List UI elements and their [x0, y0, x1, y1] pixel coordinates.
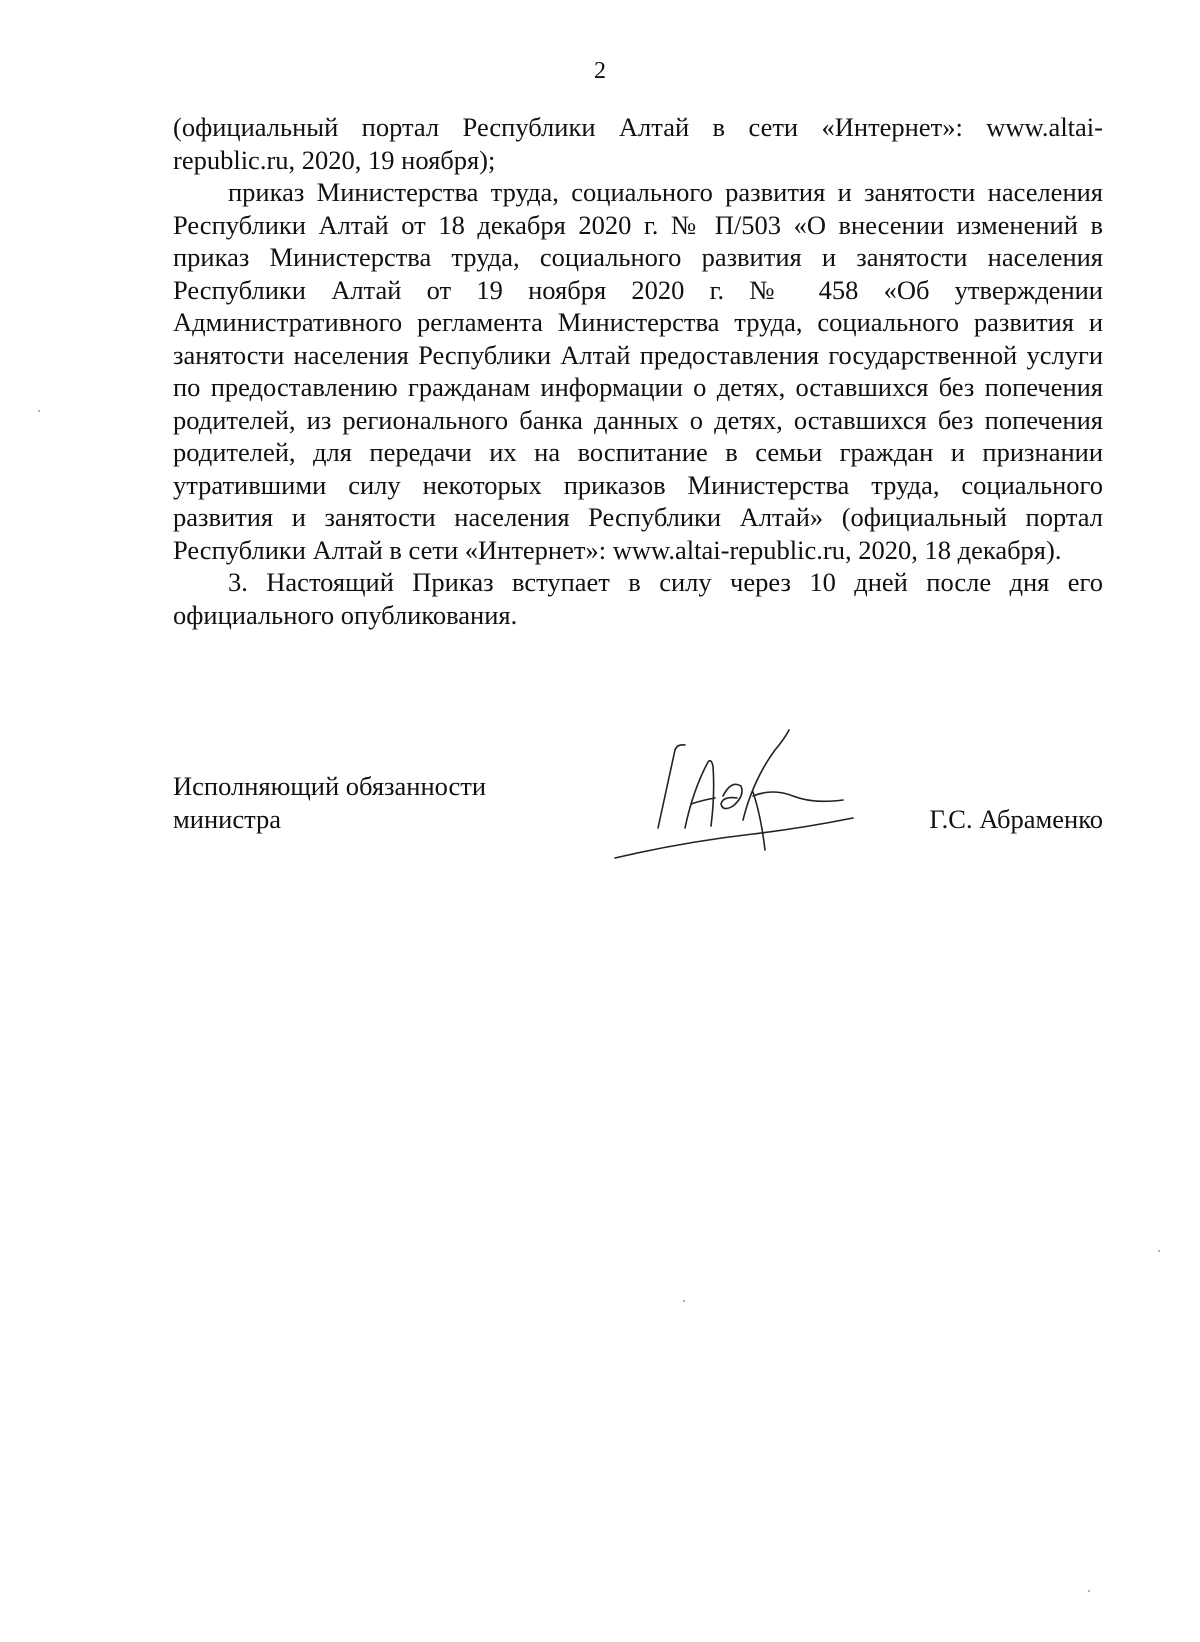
paragraph-3: 3. Настоящий Приказ вступает в силу через 10 дней после дня его официального опубликования. — [173, 567, 1103, 630]
signature-block — [173, 760, 1103, 890]
scan-speck — [683, 1300, 685, 1302]
document-body — [173, 111, 1103, 631]
handwritten-signature — [603, 700, 863, 880]
signatory-name: Г.С. Абраменко — [929, 804, 1103, 834]
scan-speck — [1158, 1250, 1160, 1252]
paragraph-1: (официальный портал Республики Алтай в сети «Интернет»: www.altai-republic.ru, 2020, 19 ноября); — [173, 112, 1103, 175]
signatory-position-line-1: Исполняющий обязанности — [173, 771, 487, 801]
signatory-position — [173, 770, 553, 836]
scan-speck — [1088, 1590, 1090, 1592]
signatory-position-line-2: министра — [173, 804, 281, 834]
page-number: 2 — [594, 58, 606, 84]
paragraph-2: приказ Министерства труда, социального развития и занятости населения Республики Алтай от 18 декабря 2020 г. № П/503 «О внесении изменений в приказ Министерства труда, социального развития и занятости населения Республики Алтай от 19 ноября 2020 г. № 458 «Об утверждении Административного регламента Министерства труда, социального развития и занятости населения Республики Алтай предоставления государственной услуги по предоставлению гражданам информации о детях, оставшихся без попечения родителей, из регионального банка данных о детях, оставшихся без попечения родителей, для передачи их на воспитание в семьи граждан и признании утратившими силу некоторых приказов Министерства труда, социального развития и занятости населения Республики Алтай» (официальный портал Республики Алтай в сети «Интернет»: www.altai-republic.ru, 2020, 18 декабря). — [173, 177, 1103, 565]
scan-speck — [38, 410, 40, 412]
